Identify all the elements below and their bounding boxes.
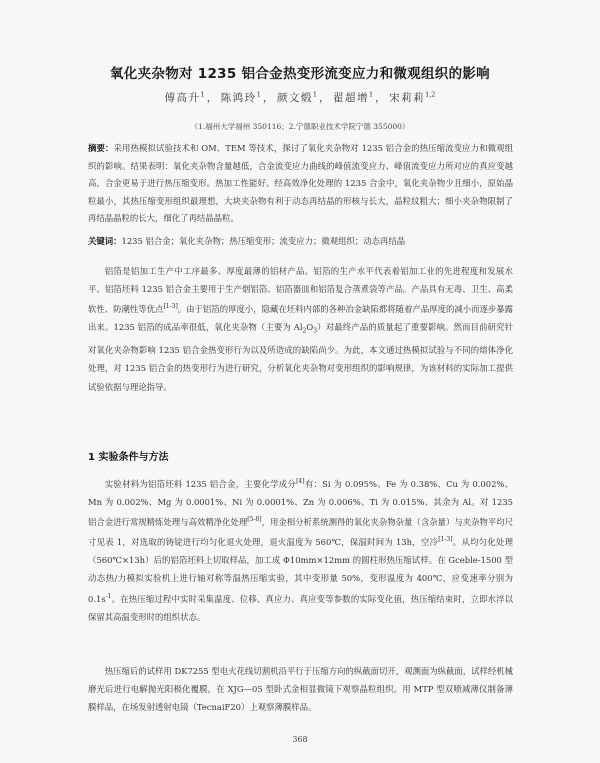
author-separator: ，: [206, 92, 219, 104]
citation: [1-3]: [438, 536, 453, 544]
keywords-text: 1235 铝合金；氧化夹杂物；热压缩变形；流变应力；微观组织；动态再结晶: [121, 236, 406, 246]
affiliation: （1.福州大学福州 350116；2.宁德职业技术学院宁德 355000）: [190, 122, 410, 131]
citation: [1-3]: [163, 303, 178, 311]
intro-paragraph: 铝箔是铝加工生产中工序最多、厚度最薄的铝材产品。铝箔的生产水平代表着铝加工业的先进程度和发展水平。铝箔坯料 1235 铝合金主要用于生产烟铝箔、铝箔器皿和铝箔复合蒸煮袋等产品。产品具有无毒、卫生、高柔软性、防潮性等优点[1-3]。由于铝箔的厚度小，隐藏在坯料内部的各种冶金缺陷都将随着产品厚度的减小而逐步暴露出来。1235 铝箔的成品率很低，氧化夹杂物（主要为 $Al_2O_3$）对最终产品的质量起了重要影响。然而目前研究针对氧化夹杂物影响 1235 铝合金热变形行为以及所造成的缺陷尚少。为此，本文通过热模拟试验与不同的熔体净化处理，对 1235 铝合金的热变形行为进行研究，分析氧化夹杂物对变形组织的影响规律，为该材料的实际加工提供试验依据与理论指导。: [88, 266, 514, 392]
author-list: [0, 90, 600, 105]
keywords-label: 关键词：: [88, 236, 122, 246]
section-heading: 1 实验条件与方法: [88, 452, 169, 463]
abstract-text: 采用热模拟试验技术和 OM、TEM 等技术，探讨了氧化夹杂物对 1235 铝合金的热压缩流变应力和微观组织的影响。结果表明：氧化夹杂物含量越低，合金流变应力曲线的峰值流变应力、峰值流变应力所对应的真应变越高，合金更易于进行热压缩变形。热加工性能好。经高效净化处理的 1235 合金中，氧化夹杂物少且细小，原始晶粒最小，其热压缩变形组织最理想，大块夹杂物有利于动态再结晶的形核与长大，晶粒纹粗大；细小夹杂物限制了再结晶晶粒的长大，细化了再结晶晶粒。: [88, 143, 514, 224]
methods-paragraph-2: 热压缩后的试样用 DK7255 型电火花线切割机沿平行于压缩方向的纵截面切开，观测面为纵截面，试样经机械磨光后进行电解抛光阳极化覆膜，在 XJG—05 型卧式金相显微镜下观察晶粒组织。用 MTP 型双喷减薄仪制备薄膜样品，在场发射透射电镜（TecnaiF20）上观察薄膜样品。: [88, 666, 513, 713]
author: 颜文煅$^1$: [276, 90, 317, 104]
author: 陈鸿玲$^1$: [220, 90, 261, 104]
page-number: 368: [292, 735, 308, 744]
citation: [5-8]: [247, 516, 262, 524]
author: 傅高升$^1$: [164, 90, 205, 104]
keywords: [88, 234, 513, 248]
paper-title: 氧化夹杂物对 1235 铝合金热变形流变应力和微观组织的影响: [110, 66, 490, 82]
author: 翟超增$^1$: [332, 90, 374, 104]
citation: [4]: [296, 478, 305, 485]
methods-paragraph: 实验材料为铝箔坯料 1235 铝合金，主要化学成分[4]有：Si 为 0.095%、Fe 为 0.38%、Cu 为 0.002%、Mn 为 0.002%、Mg 为 0.0001%、Ni 为 0.0001%、Zn 为 0.006%、Ti 为 0.015%、其余为 Al。对 1235 铝合金进行常规精炼处理与高效精净化处理[5-8]，用金相分析系统测得的氧化夹杂物杂量（含杂量）与夹杂物平均尺寸见表 1，对选取的铸锭进行均匀化退火处理，退火温度为 560℃，保温时间为 13h，空冷[1-3]。从均匀化处理（560℃×13h）后的铝箔坯料上切取样品，加工成 Φ10mm×12mm 的圆柱形热压缩试样。在 Gceble-1500 型动态热/力模拟实验机上进行轴对称等温热压缩实验，其中变形量 50%，变形温度为 400℃，应变速率分别为 $0.1s^{-1}$。在热压缩过程中实时采集温度、位移、真应力、真应变等参数的实际变化值，热压缩结束时，立即水淬以保留其高温变形时的组织状态。: [88, 478, 514, 622]
author-separator: ，: [375, 92, 388, 104]
abstract: [88, 140, 513, 228]
author: 宋莉莉$^{1,2}$: [389, 90, 436, 104]
abstract-label: 摘要：: [88, 143, 114, 153]
author-separator: ，: [318, 92, 331, 104]
author-separator: ，: [262, 92, 275, 104]
